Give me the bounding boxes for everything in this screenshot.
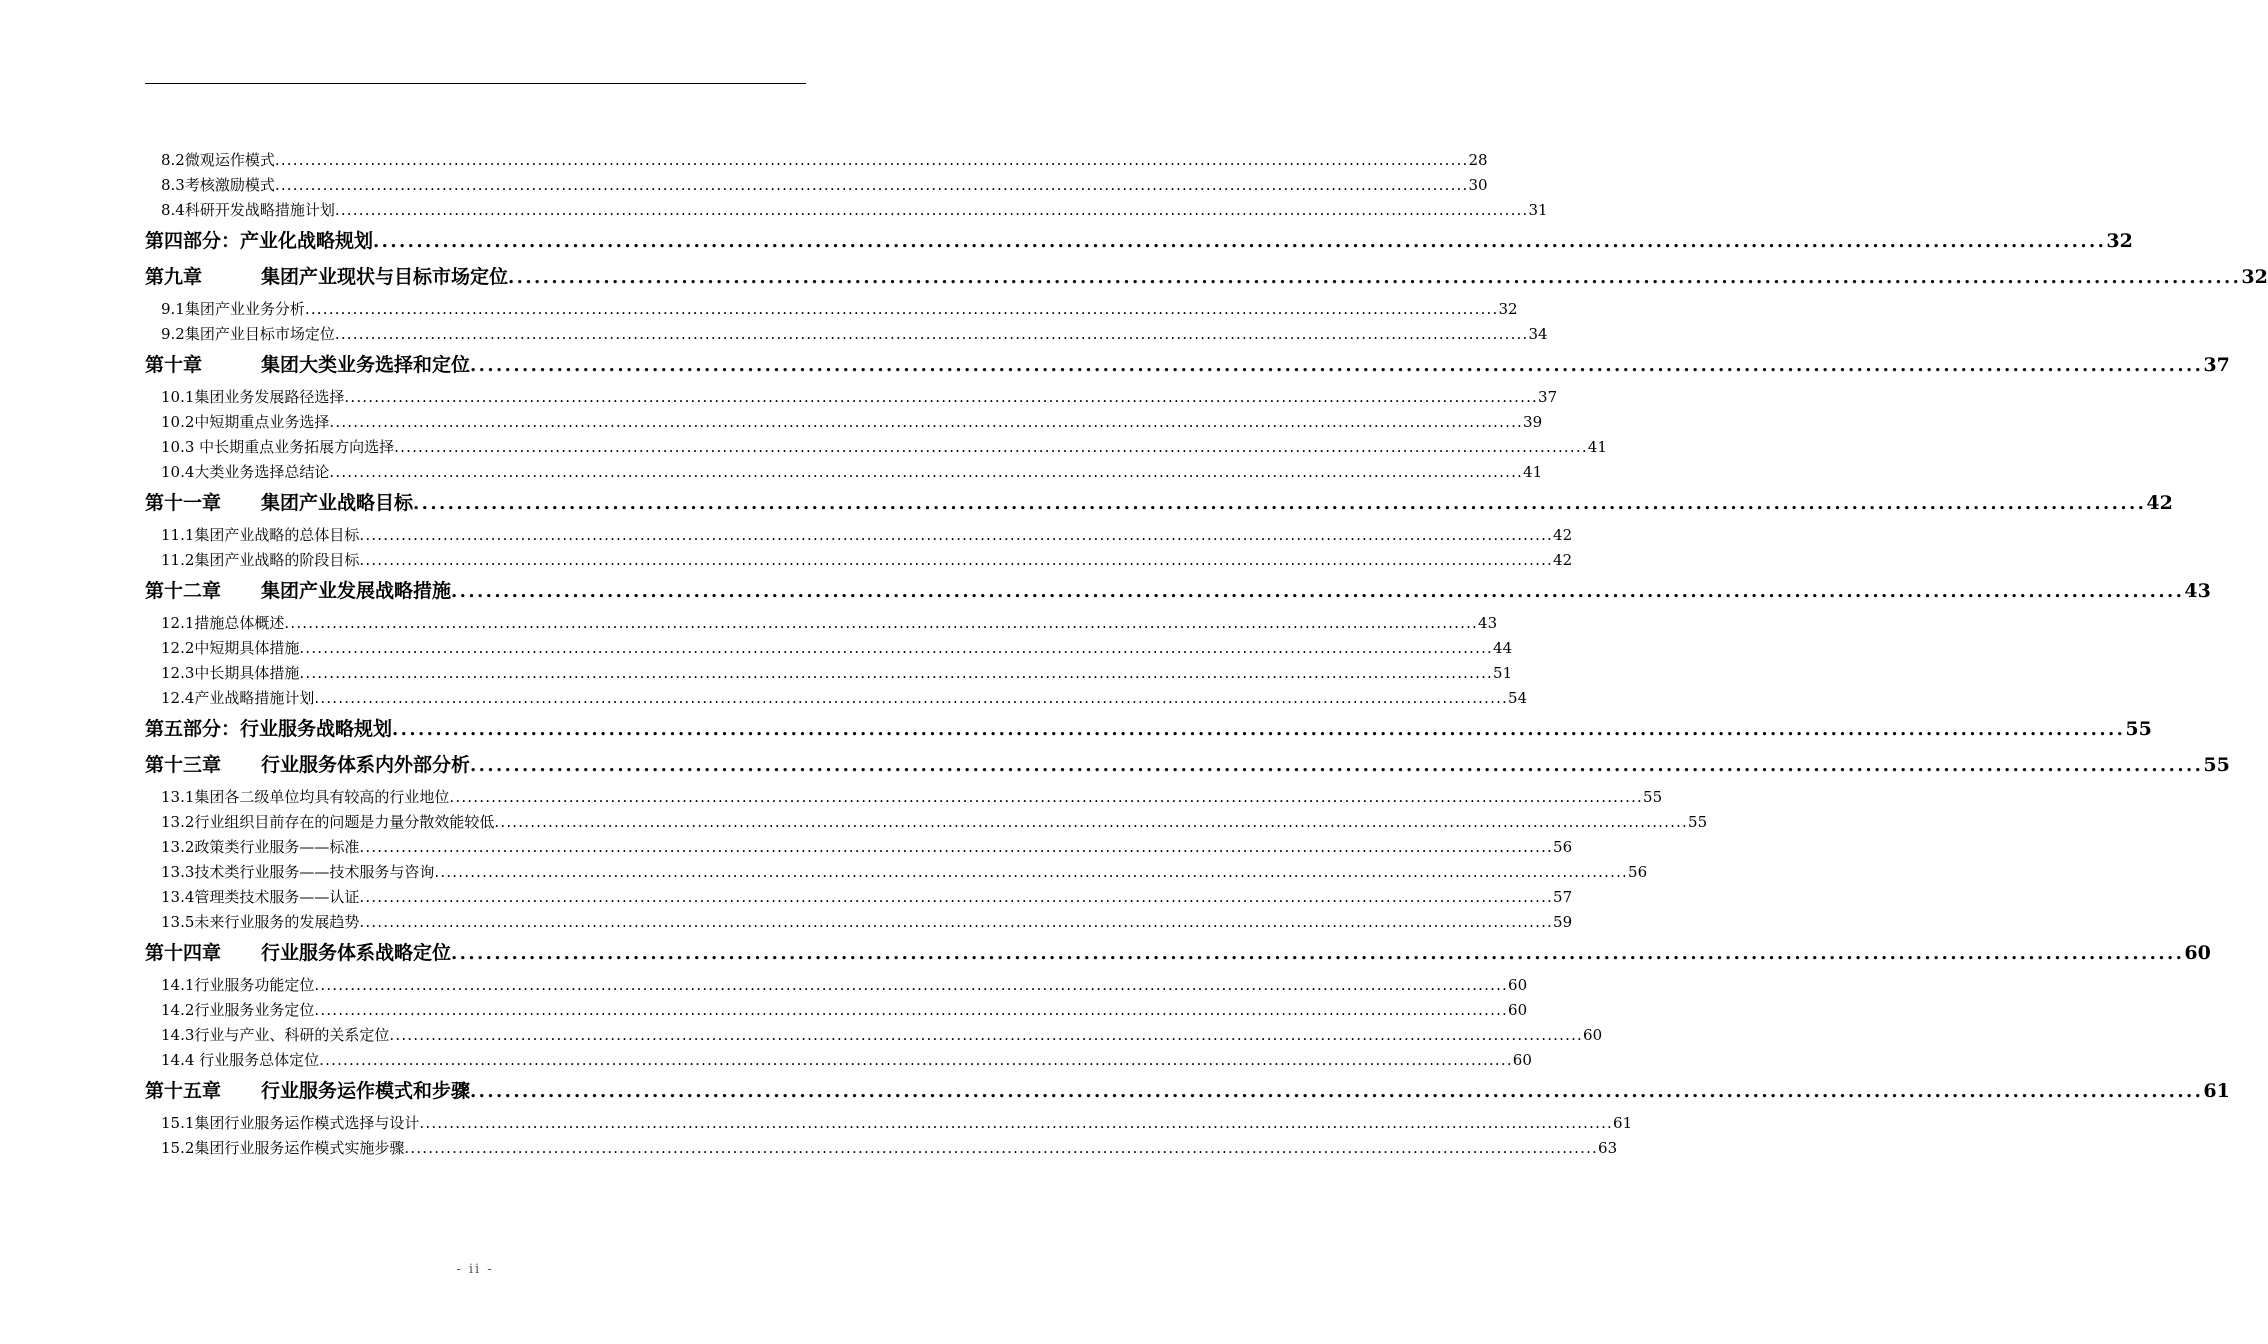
toc-page-number: 30 [1468,176,1488,194]
toc-entry-title [161,686,314,711]
toc-sub-entry[interactable] [145,1111,1633,1136]
toc-entry-title [161,998,314,1023]
toc-sub-entry[interactable] [145,148,1488,173]
toc-heading-entry[interactable] [145,575,2211,608]
toc-entry-text: 13.2行业组织目前存在的问题是力量分散效能较低 [161,813,495,831]
toc-sub-entry[interactable] [145,686,1528,711]
toc-sub-entry[interactable] [145,785,1663,810]
toc-dot-leader: ........................................................................................................................................................................................................ [470,1081,2204,1102]
toc-sub-entry[interactable] [145,611,1498,636]
toc-entry-text: 行业服务体系内外部分析 [261,754,471,776]
toc-sub-entry[interactable] [145,1048,1532,1073]
toc-dot-leader: ........................................................................................................................................................................................................ [451,581,2185,602]
toc-dot-leader: ........................................................................................................................................................................................................ [274,151,1469,169]
toc-page-number: 61 [2203,1080,2230,1102]
toc-entry-title [145,1075,470,1108]
toc-entry-title [161,1136,404,1161]
toc-entry-text: 12.1措施总体概述 [161,614,285,632]
toc-sub-entry[interactable] [145,460,1543,485]
toc-dot-leader: ........................................................................................................................................................................................................ [470,755,2204,776]
toc-entry-text: 13.4管理类技术服务——认证 [161,888,360,906]
toc-entry-text: 12.3中长期具体措施 [161,664,300,682]
toc-dot-leader: ........................................................................................................................................................................................................ [274,176,1469,194]
toc-entry-title [161,885,359,910]
toc-dot-leader: ........................................................................................................................................................................................................ [389,1026,1584,1044]
toc-entry-text: 10.3 中长期重点业务拓展方向选择 [161,438,395,456]
toc-sub-entry[interactable] [145,523,1573,548]
toc-dot-leader: ........................................................................................................................................................................................................ [449,788,1644,806]
toc-dot-leader: ........................................................................................................................................................................................................ [319,1051,1513,1069]
toc-page-number: 55 [1643,788,1663,806]
toc-dot-leader: ........................................................................................................................................................................................................ [419,1114,1614,1132]
toc-dot-leader: ........................................................................................................................................................................................................ [392,719,2126,740]
toc-dot-leader: ........................................................................................................................................................................................................ [359,551,1554,569]
toc-entry-title [161,835,359,860]
toc-dot-leader: ........................................................................................................................................................................................................ [334,201,1529,219]
toc-entry-text: 15.1集团行业服务运作模式选择与设计 [161,1114,420,1132]
toc-dot-leader: ........................................................................................................................................................................................................ [434,863,1629,881]
toc-entry-text: 第五部分：行业服务战略规划 [145,718,393,740]
toc-chapter-number: 第十一章 [145,492,222,514]
toc-dot-leader: ........................................................................................................................................................................................................ [394,438,1588,456]
toc-page-number: 60 [1512,1051,1532,1069]
toc-page-number: 32 [2106,230,2133,252]
toc-sub-entry[interactable] [145,810,1708,835]
toc-entry-title [145,487,413,520]
toc-dot-leader: ........................................................................................................................................................................................................ [494,813,1689,831]
toc-page-number: 42 [1553,526,1573,544]
toc-entry-text: 8.2微观运作模式 [161,151,275,169]
toc-entry-title [161,148,275,173]
toc-dot-leader: ........................................................................................................................................................................................................ [304,300,1499,318]
toc-entry-title [161,636,299,661]
header-rule [145,83,806,84]
toc-dot-leader: ........................................................................................................................................................................................................ [359,526,1554,544]
toc-heading-entry[interactable] [145,713,2152,746]
toc-sub-entry[interactable] [145,885,1573,910]
toc-sub-entry[interactable] [145,173,1488,198]
toc-entry-title [161,548,359,573]
toc-sub-entry[interactable] [145,1023,1603,1048]
toc-heading-entry[interactable] [145,937,2211,970]
toc-entry-text: 10.2中短期重点业务选择 [161,413,330,431]
toc-dot-leader: ........................................................................................................................................................................................................ [359,888,1554,906]
toc-sub-entry[interactable] [145,198,1548,223]
toc-sub-entry[interactable] [145,661,1513,686]
toc-entry-text: 14.2行业服务业务定位 [161,1001,315,1019]
toc-entry-text: 行业服务体系战略定位 [261,942,452,964]
toc-dot-leader: ........................................................................................................................................................................................................ [373,231,2107,252]
toc-entry-text: 13.5未来行业服务的发展趋势 [161,913,360,931]
toc-dot-leader: ........................................................................................................................................................................................................ [508,267,2242,288]
toc-entry-title [145,225,373,258]
toc-chapter-number: 第十四章 [145,942,222,964]
toc-entry-title [161,297,305,322]
toc-chapter-number: 第十章 [145,354,203,376]
toc-entry-title [145,937,451,970]
toc-page-number: 60 [2184,942,2211,964]
toc-dot-leader: ........................................................................................................................................................................................................ [329,463,1524,481]
toc-entry-text: 第四部分：产业化战略规划 [145,230,374,252]
toc-entry-title [161,460,329,485]
toc-page-number: 59 [1553,913,1573,931]
toc-entry-title [145,349,470,382]
toc-entry-title [161,611,284,636]
toc-chapter-number: 第十二章 [145,580,222,602]
toc-heading-entry[interactable] [145,487,2173,520]
toc-dot-leader: ........................................................................................................................................................................................................ [451,943,2185,964]
toc-entry-text: 集团产业现状与目标市场定位 [261,266,509,288]
toc-page-number: 60 [1583,1026,1603,1044]
toc-sub-entry[interactable] [145,385,1558,410]
toc-entry-title [161,810,494,835]
toc-sub-entry[interactable] [145,910,1573,935]
toc-entry-text: 15.2集团行业服务运作模式实施步骤 [161,1139,405,1157]
toc-page-number: 43 [2184,580,2211,602]
toc-page-number: 28 [1468,151,1488,169]
toc-heading-entry[interactable] [145,261,2268,294]
toc-entry-text: 12.4产业战略措施计划 [161,689,315,707]
toc-chapter-number: 第九章 [145,266,203,288]
toc-sub-entry[interactable] [145,860,1648,885]
toc-entry-text: 9.2集团产业目标市场定位 [161,325,335,343]
toc-entry-title [161,523,359,548]
toc-heading-entry[interactable] [145,225,2133,258]
toc-page-number: 32 [1498,300,1518,318]
toc-entry-text: 8.3考核激励模式 [161,176,275,194]
toc-entry-text: 9.1集团产业业务分析 [161,300,305,318]
toc-entry-title [161,322,335,347]
toc-sub-entry[interactable] [145,998,1528,1023]
toc-entry-text: 14.1行业服务功能定位 [161,976,315,994]
toc-entry-text: 10.4大类业务选择总结论 [161,463,330,481]
toc-page-number: 31 [1528,201,1548,219]
toc-dot-leader: ........................................................................................................................................................................................................ [314,689,1509,707]
toc-page-number: 60 [1508,976,1528,994]
toc-entry-title [145,713,392,746]
toc-sub-entry[interactable] [145,322,1548,347]
toc-entry-text: 11.1集团产业战略的总体目标 [161,526,360,544]
toc-sub-entry[interactable] [145,973,1528,998]
toc-heading-entry[interactable] [145,749,2230,782]
toc-page-number: 54 [1508,689,1528,707]
toc-entry-text: 12.2中短期具体措施 [161,639,300,657]
toc-entry-title [161,785,449,810]
toc-dot-leader: ........................................................................................................................................................................................................ [314,976,1509,994]
table-of-contents [145,148,2268,1161]
toc-entry-title [161,410,329,435]
toc-dot-leader: ........................................................................................................................................................................................................ [404,1139,1599,1157]
toc-page-number: 41 [1523,463,1543,481]
toc-entry-text: 10.1集团业务发展路径选择 [161,388,345,406]
toc-page-number: 34 [1528,325,1548,343]
toc-entry-title [161,860,434,885]
toc-entry-text: 集团大类业务选择和定位 [261,354,471,376]
toc-page-number: 56 [1553,838,1573,856]
toc-sub-entry[interactable] [145,636,1513,661]
toc-page-number: 61 [1613,1114,1633,1132]
toc-dot-leader: ........................................................................................................................................................................................................ [470,355,2204,376]
toc-chapter-number: 第十五章 [145,1080,222,1102]
toc-entry-text: 13.2政策类行业服务——标准 [161,838,360,856]
toc-entry-text: 13.1集团各二级单位均具有较高的行业地位 [161,788,450,806]
toc-dot-leader: ........................................................................................................................................................................................................ [413,493,2147,514]
toc-chapter-number: 第十三章 [145,754,222,776]
page-number-footer: - ii - [456,1262,494,1277]
toc-page-number: 55 [1688,813,1708,831]
toc-dot-leader: ........................................................................................................................................................................................................ [299,664,1494,682]
toc-heading-entry[interactable] [145,1075,2230,1108]
toc-sub-entry[interactable] [145,435,1607,460]
toc-page-number: 43 [1478,614,1498,632]
toc-entry-text: 集团产业战略目标 [261,492,414,514]
toc-entry-title [145,749,470,782]
toc-entry-title [161,385,344,410]
toc-entry-text: 行业服务运作模式和步骤 [261,1080,471,1102]
toc-entry-text: 14.4 行业服务总体定位 [161,1051,320,1069]
toc-entry-title [161,435,394,460]
toc-entry-text: 8.4科研开发战略措施计划 [161,201,335,219]
toc-sub-entry[interactable] [145,548,1573,573]
toc-entry-title [145,575,451,608]
toc-page-number: 55 [2203,754,2230,776]
toc-entry-title [161,1048,319,1073]
toc-dot-leader: ........................................................................................................................................................................................................ [314,1001,1509,1019]
toc-entry-text: 13.3技术类行业服务——技术服务与咨询 [161,863,435,881]
toc-dot-leader: ........................................................................................................................................................................................................ [329,413,1524,431]
toc-entry-title [161,1023,389,1048]
toc-entry-title [161,1111,419,1136]
toc-page-number: 56 [1628,863,1648,881]
toc-dot-leader: ........................................................................................................................................................................................................ [359,838,1554,856]
toc-page-number: 32 [2241,266,2268,288]
toc-dot-leader: ........................................................................................................................................................................................................ [284,614,1479,632]
toc-sub-entry[interactable] [145,410,1543,435]
toc-page-number: 55 [2125,718,2152,740]
toc-page-number: 39 [1523,413,1543,431]
toc-entry-title [145,261,508,294]
toc-entry-title [161,198,335,223]
toc-page-number: 57 [1553,888,1573,906]
toc-page-number: 44 [1493,639,1513,657]
toc-sub-entry[interactable] [145,835,1573,860]
toc-page-number: 37 [2203,354,2230,376]
toc-dot-leader: ........................................................................................................................................................................................................ [334,325,1529,343]
toc-dot-leader: ........................................................................................................................................................................................................ [299,639,1494,657]
toc-entry-title [161,173,275,198]
toc-page-number: 42 [2146,492,2173,514]
toc-page-number: 63 [1598,1139,1618,1157]
toc-heading-entry[interactable] [145,349,2230,382]
toc-page-number: 42 [1553,551,1573,569]
toc-dot-leader: ........................................................................................................................................................................................................ [359,913,1554,931]
toc-dot-leader: ........................................................................................................................................................................................................ [344,388,1539,406]
toc-entry-text: 集团产业发展战略措施 [261,580,452,602]
toc-page-number: 51 [1493,664,1513,682]
toc-entry-title [161,973,314,998]
toc-sub-entry[interactable] [145,1136,1618,1161]
toc-entry-text: 14.3行业与产业、科研的关系定位 [161,1026,390,1044]
toc-sub-entry[interactable] [145,297,1518,322]
toc-entry-text: 11.2集团产业战略的阶段目标 [161,551,360,569]
toc-entry-title [161,661,299,686]
toc-page-number: 60 [1508,1001,1528,1019]
toc-page-number: 41 [1587,438,1607,456]
toc-page-number: 37 [1538,388,1558,406]
toc-entry-title [161,910,359,935]
